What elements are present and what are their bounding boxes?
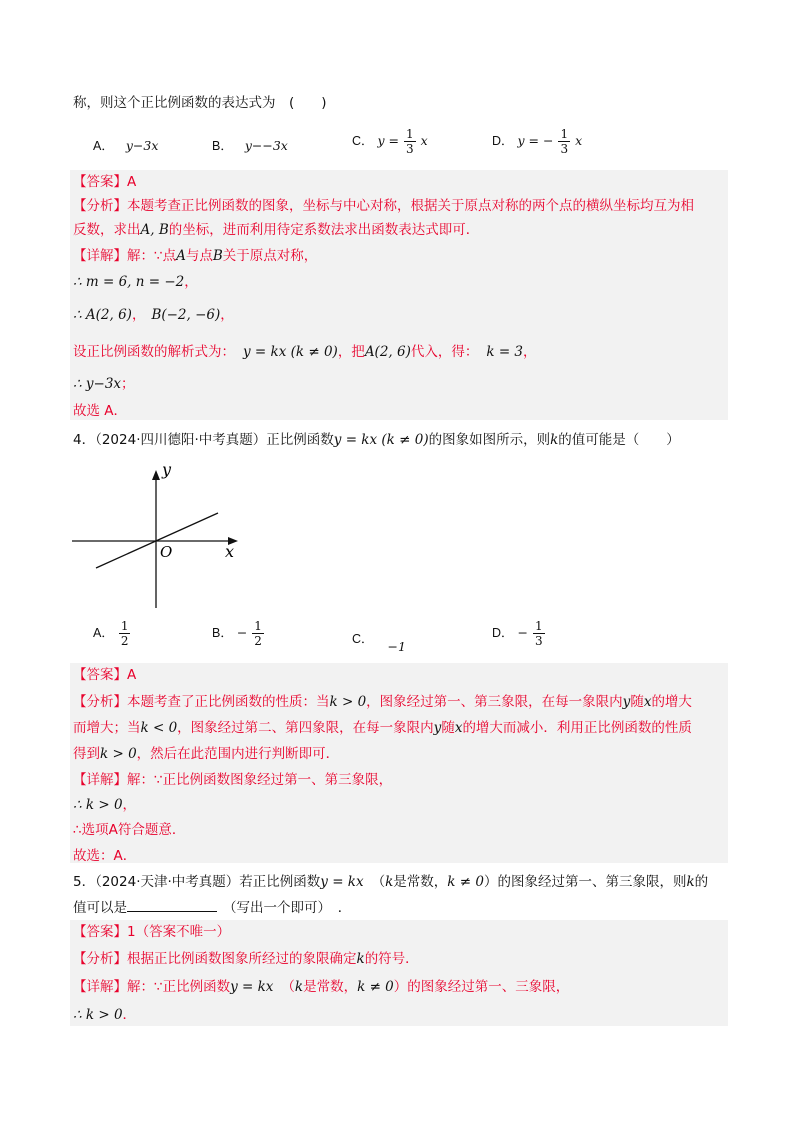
q3-answer: 【答案】A bbox=[73, 174, 137, 190]
q3-detail-4: 设正比例函数的解析式为： y = kx (k ≠ 0)，把A(2, 6)代入，得： k = 3， bbox=[73, 344, 537, 360]
q4-answer: 【答案】A bbox=[73, 667, 137, 683]
q3-option-b: B． y−−3x bbox=[212, 138, 288, 153]
q4-stem: 4．（2024·四川德阳·中考真题）正比例函数y = kx (k ≠ 0)的图象如图所示，则k的值可能是（ ） bbox=[73, 432, 680, 448]
q5-stem-1: 5．（2024·天津·中考真题）若正比例函数y = kx （k是常数，k ≠ 0）的图象经过第一、第三象限，则k的 bbox=[73, 874, 709, 890]
answer-blank bbox=[127, 898, 217, 912]
q3-detail-2: ∴ m = 6, n = −2， bbox=[73, 274, 198, 290]
q4-analysis-3: 得到k > 0，然后在此范围内进行判断即可． bbox=[73, 746, 340, 762]
q5-analysis: 【分析】根据正比例函数图象所经过的象限确定k的符号． bbox=[73, 951, 419, 967]
x-axis-label: x bbox=[225, 542, 235, 561]
q5-answer: 【答案】1（答案不唯一） bbox=[73, 924, 231, 940]
q4-option-d: D． − $\frac{1}{3}$ bbox=[492, 619, 543, 648]
q4-graph bbox=[70, 460, 250, 610]
q4-detail-1: 【详解】解：∵正比例函数图象经过第一、第三象限， bbox=[73, 772, 393, 788]
origin-label: O bbox=[160, 543, 173, 561]
q3-stem: 称，则这个正比例函数的表达式为 ( ) bbox=[73, 95, 327, 111]
q4-detail-3: ∴选项A符合题意． bbox=[73, 822, 186, 838]
q3-analysis-2: 反数，求出A, B的坐标，进而利用待定系数法求出函数表达式即可． bbox=[73, 222, 480, 238]
fraction: $\frac{1}{3}$ bbox=[560, 127, 569, 156]
q3-option-a: A． y−3x bbox=[93, 138, 159, 153]
y-axis-label: y bbox=[162, 460, 172, 479]
fraction: $\frac{1}{3}$ bbox=[406, 127, 414, 156]
q4-option-a: A． $\frac{1}{2}$ bbox=[93, 619, 129, 648]
q4-analysis-1: 【分析】本题考查了正比例函数的性质：当k > 0，图象经过第一、第三象限，在每一象限内y随x的增大 bbox=[73, 694, 692, 710]
q5-stem-2: 值可以是 （写出一个即可） ． bbox=[73, 900, 352, 916]
q3-option-c: C． y = $\frac{1}{3}$ x bbox=[352, 127, 428, 156]
q3-analysis-1: 【分析】本题考查正比例函数的图象，坐标与中心对称，根据关于原点对称的两个点的横纵坐标均互为相 bbox=[73, 198, 694, 214]
q3-detail-5: ∴ y−3x； bbox=[73, 376, 135, 392]
y-axis-arrow bbox=[152, 470, 160, 480]
q3-detail-1: 【详解】解：∵点A与点B关于原点对称， bbox=[73, 248, 318, 264]
q3-option-d: D． y = − $\frac{1}{3}$ x bbox=[492, 127, 583, 156]
q4-detail-2: ∴ k > 0， bbox=[73, 797, 137, 813]
q5-detail-1: 【详解】解：∵正比例函数y = kx （k是常数，k ≠ 0）的图象经过第一、三象限， bbox=[73, 979, 570, 995]
q5-detail-2: ∴ k > 0． bbox=[73, 1007, 137, 1023]
q4-analysis-2: 而增大；当k < 0，图象经过第二、第四象限，在每一象限内y随x的增大而减小．利用正比例函数的性质 bbox=[73, 720, 692, 736]
q4-option-b: B． − $\frac{1}{2}$ bbox=[212, 619, 262, 648]
q3-choose: 故选 A． bbox=[73, 403, 128, 419]
q4-choose: 故选：A． bbox=[73, 848, 137, 864]
q4-option-c: C． −1 bbox=[352, 632, 406, 654]
q3-detail-3: ∴ A(2, 6)， B(−2, −6)， bbox=[73, 307, 234, 323]
